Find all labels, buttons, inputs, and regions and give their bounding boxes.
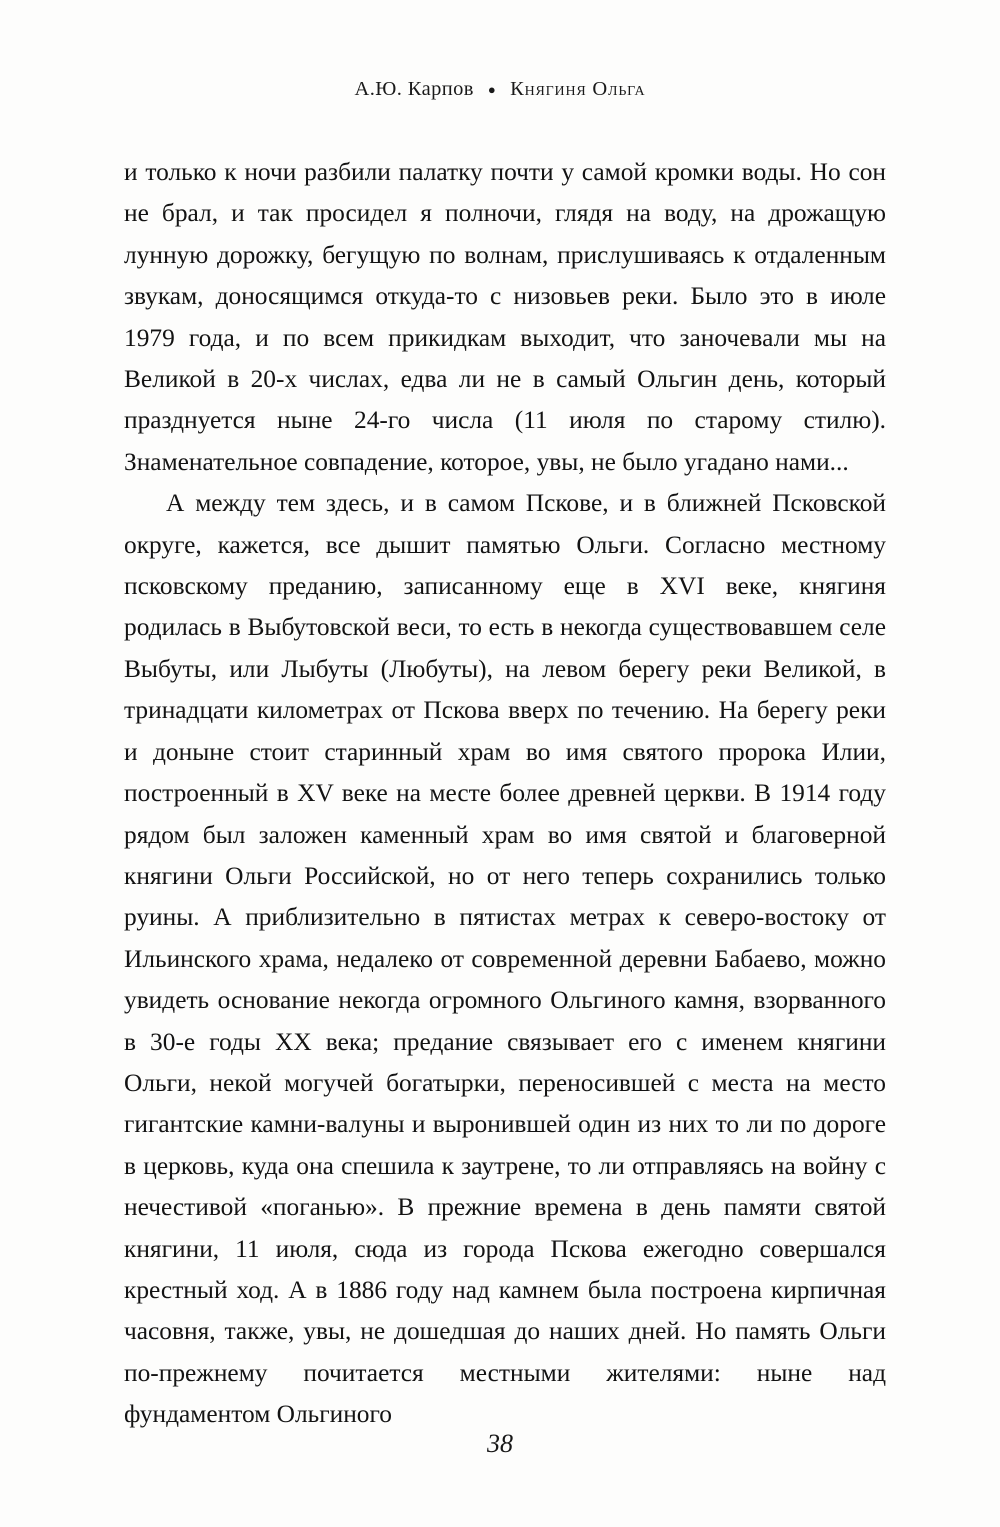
- paragraph-continuation: и только к ночи разбили палатку почти у самой кромки воды. Но сон не брал, и так просидел я полночи, глядя на воду, на дрожащую лунную дорожку, бегущую по волнам, прислушиваясь к отдаленным звукам, доносящимся откуда-то с низовьев реки. Было это в июле 1979 года, и по всем прикидкам выходит, что заночевали мы на Великой в 20-х числах, едва ли не в самый Ольгин день, который празднуется ныне 24-го числа (11 июля по старому стилю). Знаменательное совпадение, которое, увы, не было угадано нами...: [124, 158, 886, 476]
- body-text: [124, 152, 886, 1436]
- running-head-title: Княгиня Ольга: [510, 78, 646, 100]
- paragraph-1: А между тем здесь, и в самом Пскове, и в ближней Псковской округе, кажется, все дышит памятью Ольги. Согласно местному псковскому преданию, записанному еще в XVI веке, княгиня родилась в Выбутовской веси, то есть в некогда существовавшем селе Выбуты, или Лыбуты (Любуты), на левом берегу реки Великой, в тринадцати километрах от Пскова вверх по течению. На берегу реки и доныне стоит старинный храм во имя святого пророка Илии, построенный в XV веке на месте более древней церкви. В 1914 году рядом был заложен каменный храм во имя святой и благоверной княгини Ольги Российской, но от него теперь сохранились только руины. А приблизительно в пятистах метрах к северо-востоку от Ильинского храма, недалеко от современной деревни Бабаево, можно увидеть основание некогда огромного Ольгиного камня, взорванного в 30-е годы XX века; предание связывает его с именем княгини Ольги, некой могучей богатырки, переносившей с места на место гигантские камни-валуны и выронившей один из них то ли по дороге в церковь, куда она спешила к заутрене, то ли отправляясь на войну с нечестивой «поганью». В прежние времена в день памяти святой княгини, 11 июля, сюда из города Пскова ежегодно совершался крестный ход. А в 1886 году над камнем была построена кирпичная часовня, также, увы, не дошедшая до наших дней. Но память Ольги по-прежнему почитается местными жителями: ныне над фундаментом Ольгиного: [124, 489, 886, 1429]
- running-head: [0, 78, 1000, 101]
- running-head-separator-icon: ●: [487, 82, 497, 98]
- running-head-author: А.Ю. Карпов: [354, 78, 474, 100]
- page-number: 38: [487, 1429, 513, 1458]
